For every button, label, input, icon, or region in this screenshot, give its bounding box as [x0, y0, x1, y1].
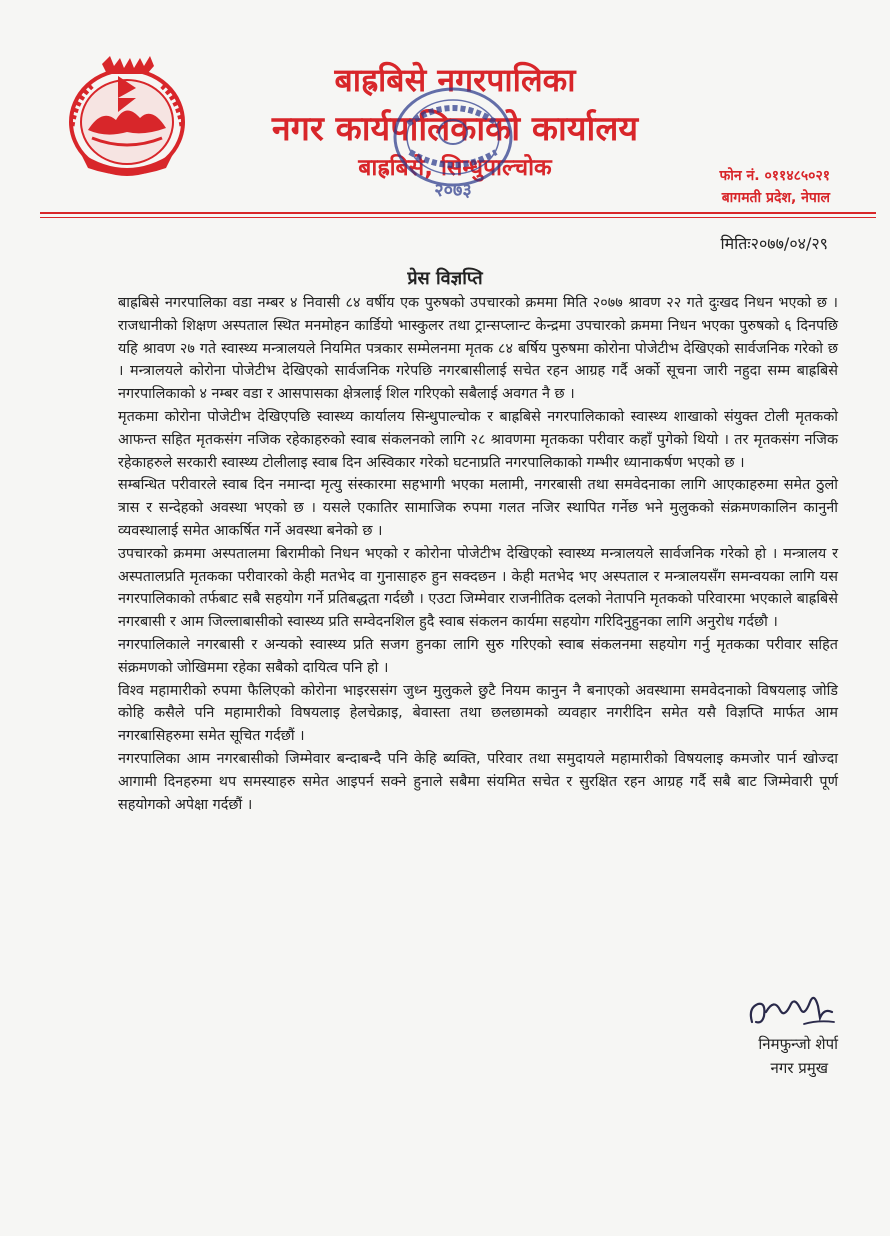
paragraph: नगरपालिकाले नगरबासी र अन्यको स्वास्थ्य प्रति सजग हुनका लागि सुरु गरिएको स्वाब संकलनमा सहयोग गर्नु मृतकका परीवार सहित संक्रमणको जोखिममा रहेका सबैको दायित्व पनि हो ।	[118, 636, 838, 676]
office-address: बाह्रबिसे, सिन्धुपाल्चोक	[358, 155, 552, 181]
office-subtitle: नगर कार्यपालिकाको कार्यालय	[271, 109, 639, 149]
paragraph: नगरपालिका आम नगरबासीको जिम्मेवार बन्दाबन्दै पनि केहि ब्यक्ति, परिवार तथा समुदायले महामारीको विषयलाइ कमजोर पार्न खोज्दा आगामी दिनहरुमा थप समस्याहरु समेत आइपर्न सक्ने हुनाले सबैमा संयमित सचेत र सुरक्षित रहन आग्रह गर्दै सबै बाट जिम्मेवारी पूर्ण सहयोगको अपेक्षा गर्दछौं ।	[118, 750, 838, 813]
paragraph: विश्व महामारीको रुपमा फैलिएको कोरोना भाइरससंग जुध्न मुलुकले छुटै नियम कानुन नै बनाएको अवस्थामा समवेदनाको विषयलाइ जोडि कोहि कसैले पनि महामारीको विषयलाइ हेलचेक्राइ, बेवास्ता तथा छलछामको व्यवहार नगरीदिन समेत यसै विज्ञप्ति मार्फत आम नगरबासिहरुमा समेत सूचित गर्दछौं ।	[118, 682, 838, 745]
document-body	[118, 292, 838, 816]
document-heading: प्रेस विज्ञप्ति	[407, 268, 483, 289]
office-name: बाह्रबिसे नगरपालिका	[334, 61, 576, 99]
header-divider-thin	[40, 217, 876, 218]
phone-number: फोन नं. ०११४८५०२१	[719, 168, 830, 184]
province-name: बागमती प्रदेश, नेपाल	[721, 190, 830, 206]
paragraph: उपचारको क्रममा अस्पतालमा बिरामीको निधन भएको र कोरोना पोजेटीभ देखिएको स्वास्थ्य मन्त्रालयले सार्वजनिक गरेको हो । मन्त्रालय र अस्पतालप्रति मृतकका परीवारको केही मतभेद वा गुनासाहरु हुन सक्दछन । केही मतभेद भए अस्पताल र मन्त्रालयसँग समन्वयका लागि यस नगरपालिकाको तर्फबाट सबै सहयोग गर्ने प्रतिबद्धता गर्दछौ । एउटा जिम्मेवार राजनीतिक दलको नेतापनि मृतकको परिवारमा भएकाले बाह्रबिसे नगरबासी र आम जिल्लाबासीको स्वास्थ्य प्रति सम्वेदनशिल हुदै स्वाब संकलन कार्यमा सहयोग गरिदिनुहुनका लागि अनुरोध गर्दछौ ।	[118, 545, 838, 631]
paragraph: मृतकमा कोरोना पोजेटीभ देखिएपछि स्वास्थ्य कार्यालय सिन्धुपाल्चोक र बाह्रबिसे नगरपालिकाको स्वास्थ्य शाखाको संयुक्त टोली मृतकको आफन्त सहित मृतकसंग नजिक रहेकाहरुको स्वाब संकलनको लागि २८ श्रावणमा मृतकका परीवार कहाँ पुगेको थियो । तर मृतकसंग नजिक रहेकाहरुले सरकारी स्वास्थ्य टोलीलाइ स्वाब दिन अस्विकार गरेको घटनाप्रति नगरपालिकाको गम्भीर ध्यानाकर्षण भएको छ ।	[118, 408, 838, 471]
header-divider	[40, 212, 876, 214]
signer-title: नगर प्रमुख	[770, 1059, 828, 1077]
paragraph: बाह्रबिसे नगरपालिका वडा नम्बर ४ निवासी ८४ वर्षीय एक पुरुषको उपचारको क्रममा मिति २०७७ श्रावण २२ गते दुःखद निधन भएको छ । राजधानीको शिक्षण अस्पताल स्थित मनमोहन कार्डियो भास्कुलर तथा ट्रान्सप्लान्ट केन्द्रमा उपचारको क्रममा निधन भएका पुरुषको ६ दिनपछि यहि श्रावण २७ गते स्वास्थ्य मन्त्रालयले नियमित पत्रकार सम्मेलनमा मृतक ८४ बर्षिय पुरुषमा कोरोना पोजेटीभ देखिएको सार्वजनिक गरेको छ । मन्त्रालयले कोरोना पोजेटीभ देखिएको सार्वजनिक गरेपछि नगरबासीलाई सचेत रहन आग्रह गर्दै अर्को सूचना जारी नहुदा सम्म बाह्रबिसे नगरपालिकाको ४ नम्बर वडा र आसपासका क्षेत्रलाई शिल गरिएको सबैलाई अवगत नै छ ।	[118, 295, 838, 403]
signer-name: निमफुन्जो शेर्पा	[758, 1035, 838, 1053]
stamp-year: २०७३	[434, 180, 472, 201]
paragraph: सम्बन्धित परीवारले स्वाब दिन नमान्दा मृत्यु संस्कारमा सहभागी भएका मलामी, नगरबासी तथा समवेदनाका लागि आएकाहरुमा समेत ठुलो त्रास र सन्देहको अवस्था भएको छ । यसले एकातिर सामाजिक रुपमा गलत नजिर स्थापित गर्नेछ भने मुलुकको संक्रमणकालिन कानुनी व्यवस्थालाई समेत आकर्षित गर्ने अवस्था बनेको छ ।	[118, 477, 838, 539]
office-seal-icon	[388, 82, 518, 202]
document-date: मितिः२०७७/०४/२९	[720, 234, 828, 253]
handwritten-signature-icon	[744, 988, 840, 1038]
